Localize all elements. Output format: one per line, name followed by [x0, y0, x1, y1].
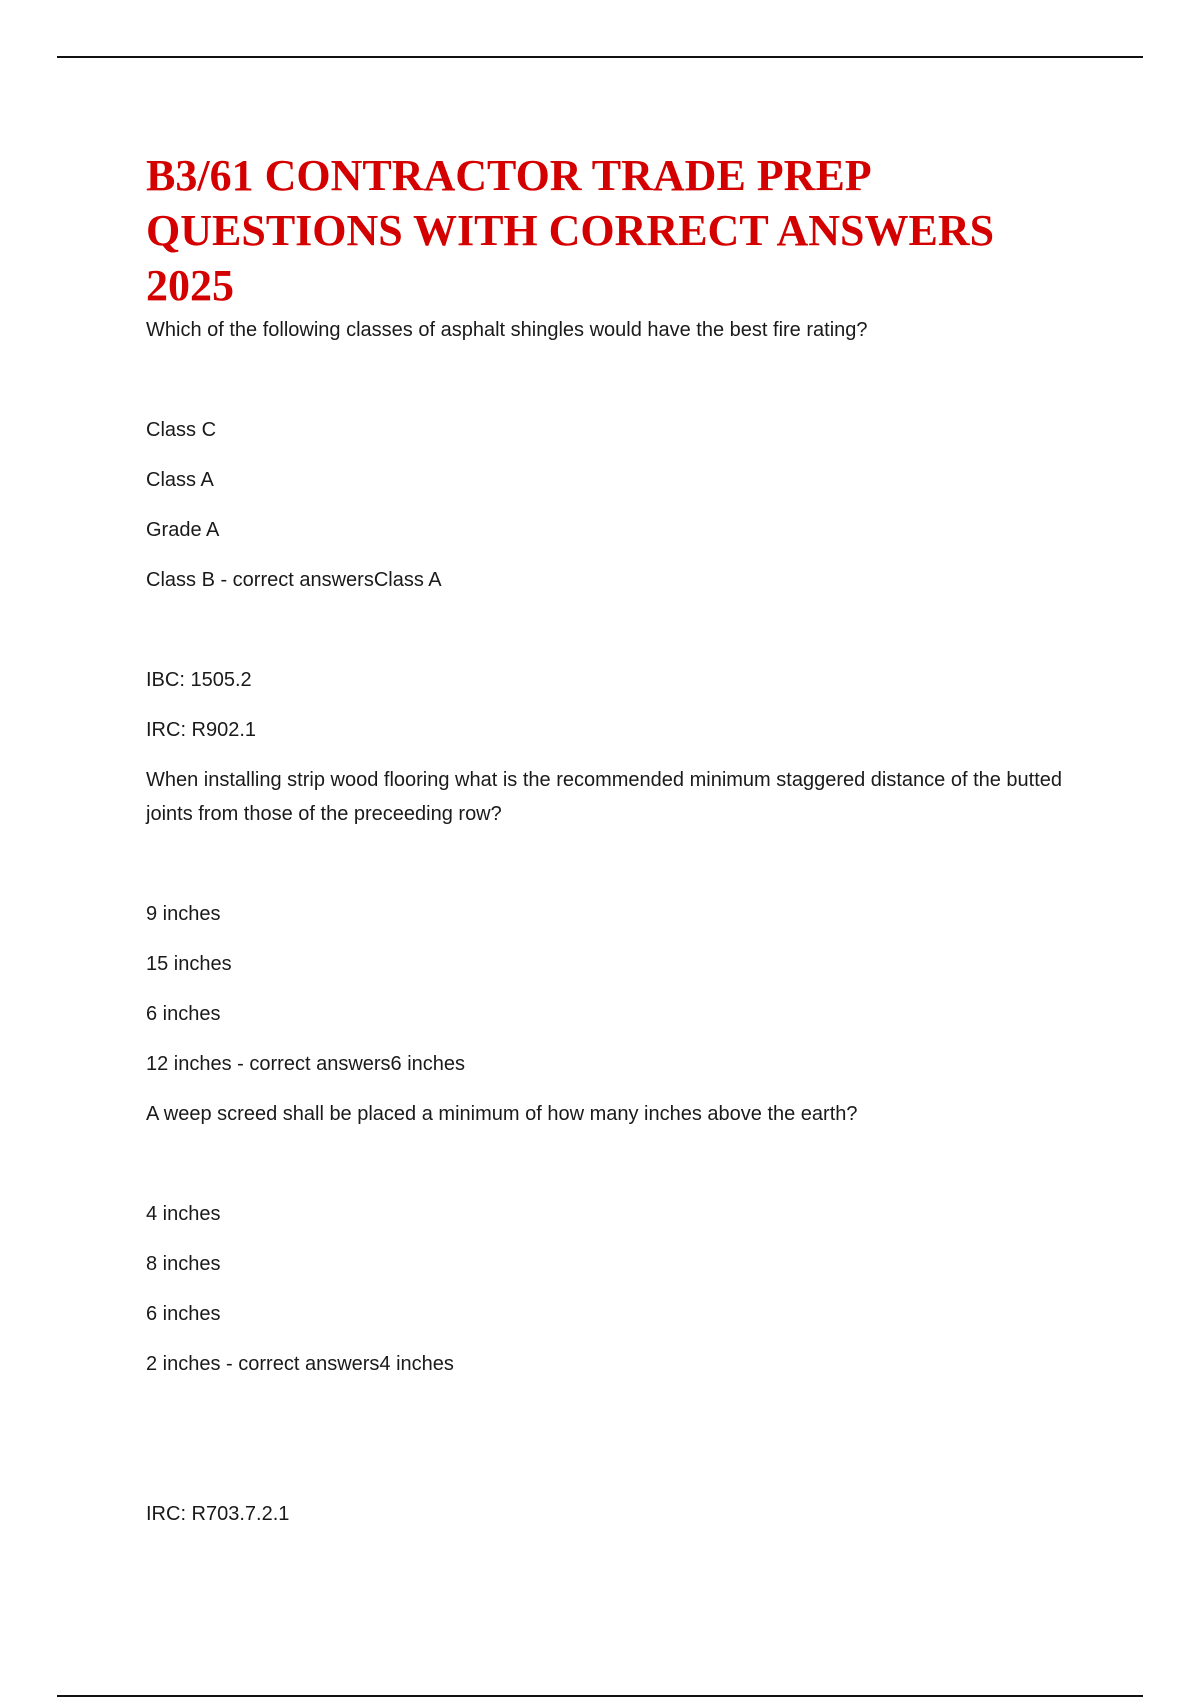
question-2-text: When installing strip wood flooring what is the recommended minimum staggered distance of the butted joints from those of the preceeding row? [146, 769, 1068, 825]
q2-option-3: 6 inches [146, 1003, 221, 1025]
q1-reference-1: IBC: 1505.2 [146, 669, 252, 691]
q1-option-1: Class C [146, 419, 217, 441]
q3-reference-1: IRC: R703.7.2.1 [146, 1503, 290, 1525]
q1-option-2: Class A [146, 469, 214, 491]
q3-option-3: 6 inches [146, 1303, 221, 1325]
document-body [146, 148, 1066, 1531]
q2-option-1: 9 inches [146, 903, 221, 925]
question-3-text: A weep screed shall be placed a minimum of how many inches above the earth? [146, 1103, 858, 1125]
bottom-rule [57, 1695, 1143, 1697]
document-title: B3/61 CONTRACTOR TRADE PREP QUESTIONS WITH CORRECT ANSWERS 2025 [146, 151, 995, 310]
q1-option-3: Grade A [146, 519, 220, 541]
q3-option-2: 8 inches [146, 1253, 221, 1275]
top-rule [57, 56, 1143, 58]
q2-option-2: 15 inches [146, 953, 232, 975]
q3-option-4-answer: 2 inches - correct answers4 inches [146, 1353, 454, 1375]
q3-option-1: 4 inches [146, 1203, 221, 1225]
question-1-text: Which of the following classes of asphalt shingles would have the best fire rating? [146, 319, 868, 341]
q2-option-4-answer: 12 inches - correct answers6 inches [146, 1053, 466, 1075]
q1-reference-2: IRC: R902.1 [146, 719, 257, 741]
q1-option-4-answer: Class B - correct answersClass A [146, 569, 442, 591]
